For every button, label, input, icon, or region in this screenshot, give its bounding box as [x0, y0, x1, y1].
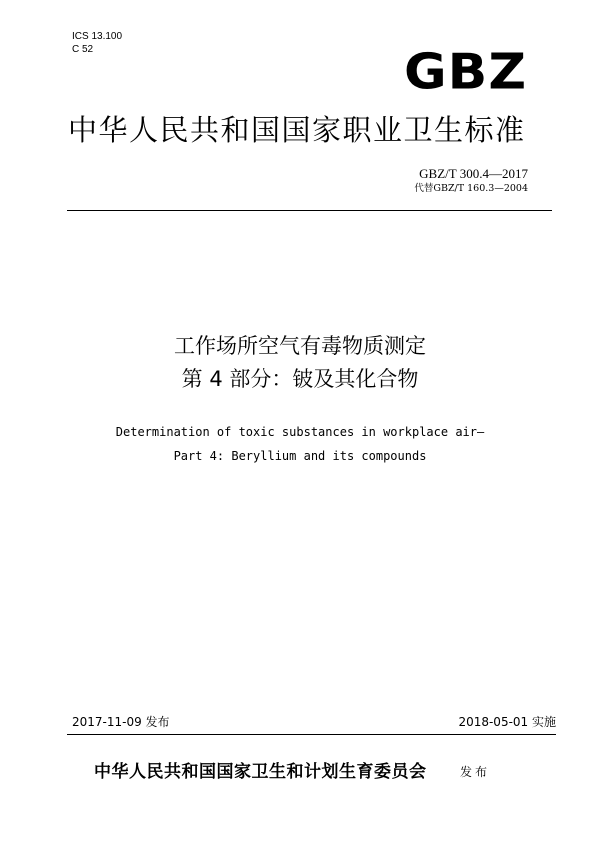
document-title-zh-line2: 第 4 部分：铍及其化合物 — [181, 367, 419, 391]
document-title-en-line2: Part 4: Beryllium and its compounds — [173, 449, 427, 463]
footer-divider — [67, 734, 556, 735]
standard-number: GBZ/T 300.4—2017 — [419, 166, 528, 181]
gbz-logo: GBZ — [404, 44, 528, 101]
publish-label: 发布 — [460, 765, 491, 779]
header-divider — [67, 210, 552, 211]
ccs-code: C 52 — [72, 44, 94, 55]
replaces-standard: 代替GBZ/T 160.3—2004 — [414, 183, 528, 194]
document-title-en-line1: Determination of toxic substances in workplace air— — [115, 425, 485, 439]
ics-code: ICS 13.100 — [72, 31, 123, 42]
document-title-zh-line1: 工作场所空气有毒物质测定 — [174, 334, 426, 358]
issue-date: 2017-11-09 发布 — [72, 715, 170, 729]
implementation-date: 2018-05-01 实施 — [458, 715, 556, 729]
classification-codes — [72, 30, 122, 56]
standard-category-title: 中华人民共和国国家职业卫生标准 — [68, 113, 526, 147]
publisher-name: 中华人民共和国国家卫生和计划生育委员会 — [94, 762, 427, 782]
